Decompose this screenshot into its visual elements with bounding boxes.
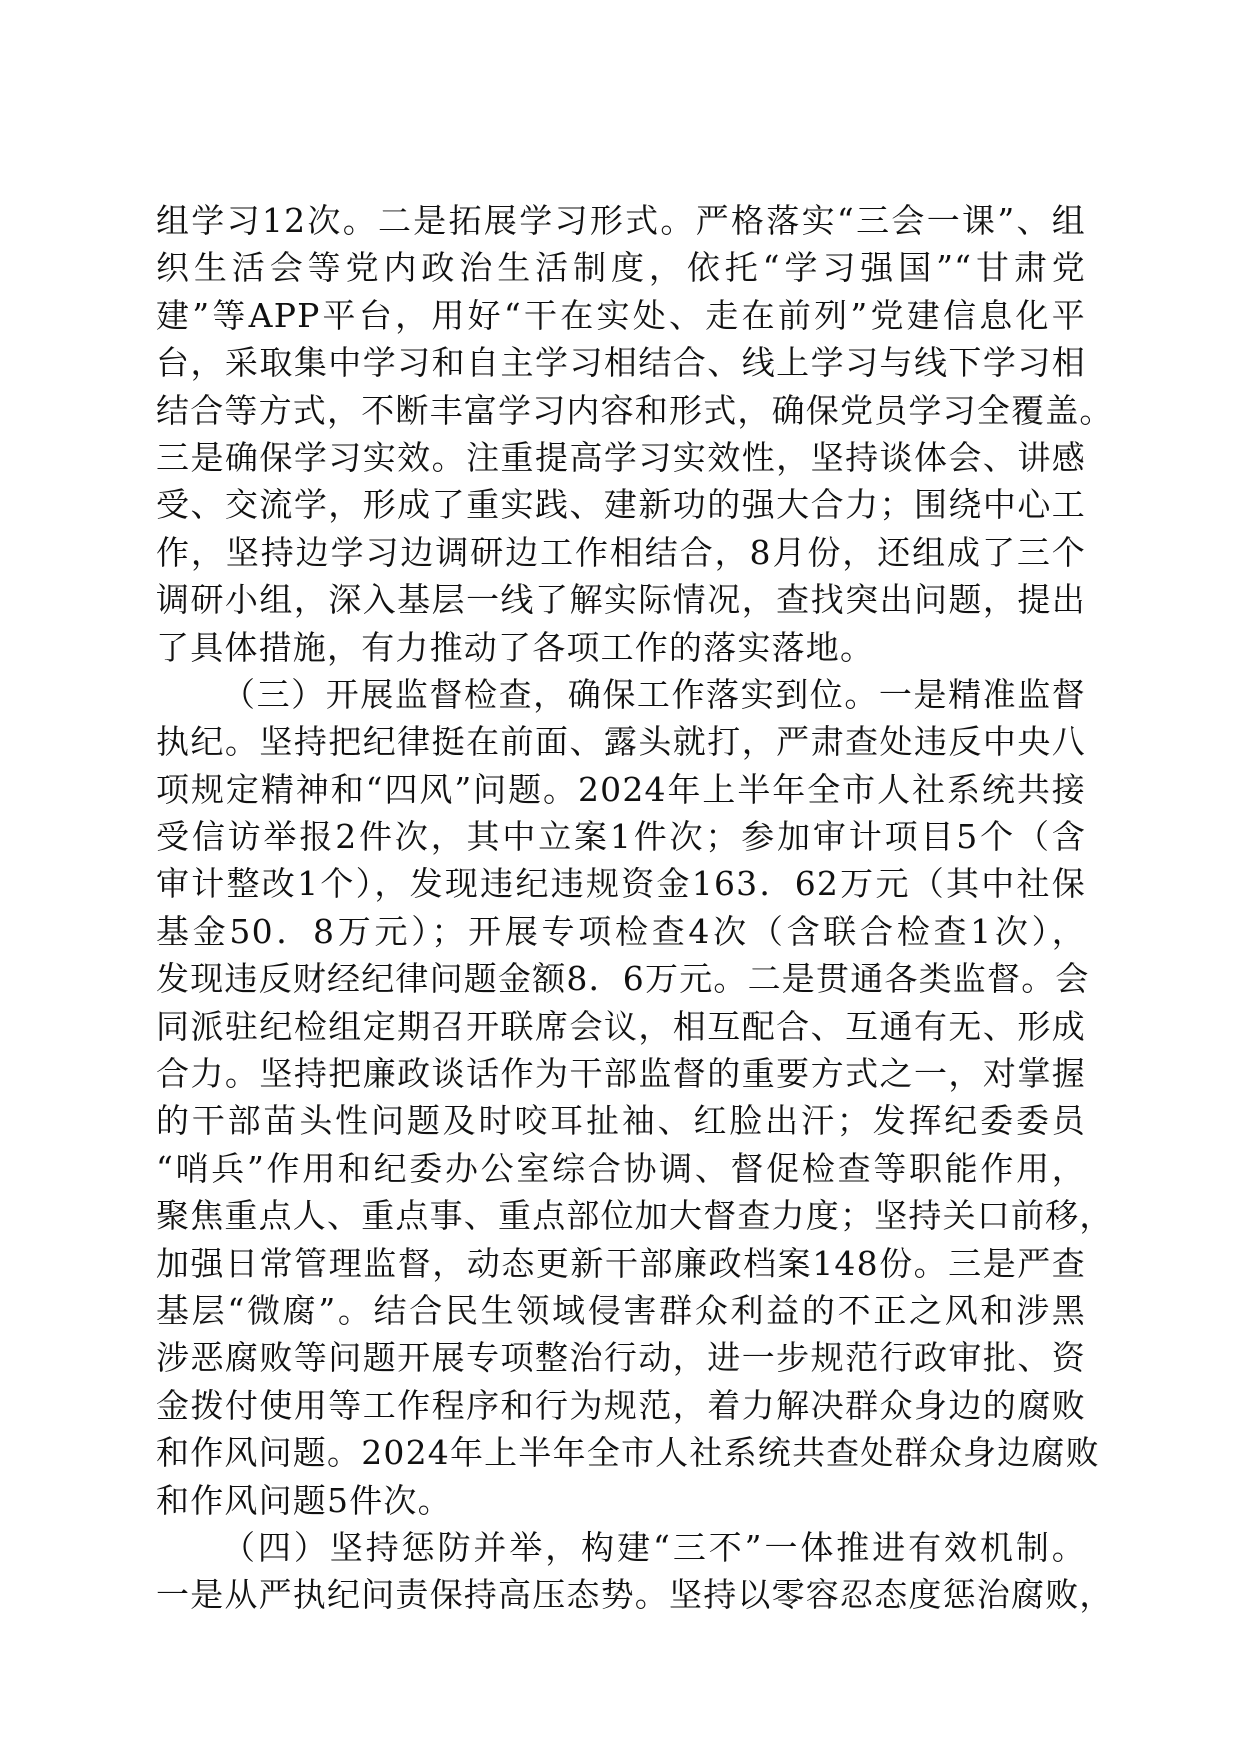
text-line: 项规定精神和“四风”问题。2024年上半年全市人社系统共接: [156, 769, 1086, 809]
text-line: 基金50．8万元）；开展专项检查4次（含联合检查1次），: [156, 911, 1086, 951]
text-line: 和作风问题5件次。: [156, 1480, 452, 1520]
text-line: 受、交流学，形成了重实践、建新功的强大合力；围绕中心工: [156, 485, 1086, 525]
text-line: 加强日常管理监督，动态更新干部廉政档案148份。三是严查: [156, 1243, 1086, 1283]
text-line: 执纪。坚持把纪律挺在前面、露头就打，严肃查处违反中央八: [156, 722, 1086, 762]
text-line: 同派驻纪检组定期召开联席会议，相互配合、互通有无、形成: [156, 1006, 1086, 1046]
text-line: 聚焦重点人、重点事、重点部位加大督查力度；坚持关口前移，: [156, 1196, 1114, 1236]
text-line: 审计整改1个），发现违纪违规资金163．62万元（其中社保: [156, 864, 1086, 904]
text-line: 台，采取集中学习和自主学习相结合、线上学习与线下学习相: [156, 343, 1086, 383]
body-text: [156, 197, 1114, 1619]
text-line: 的干部苗头性问题及时咬耳扯袖、红脸出汗；发挥纪委委员: [156, 1101, 1086, 1141]
text-line: 三是确保学习实效。注重提高学习实效性，坚持谈体会、讲感: [156, 437, 1086, 477]
text-line: 和作风问题。2024年上半年全市人社系统共查处群众身边腐败: [156, 1433, 1100, 1473]
text-line: 金拨付使用等工作程序和行为规范，着力解决群众身边的腐败: [156, 1385, 1086, 1425]
text-line: 一是从严执纪问责保持高压态势。坚持以零容忍态度惩治腐败，: [156, 1575, 1114, 1615]
text-line: 发现违反财经纪律问题金额8．6万元。二是贯通各类监督。会: [156, 959, 1090, 999]
text-line: 了具体措施，有力推动了各项工作的落实落地。: [156, 627, 875, 667]
text-line: 涉恶腐败等问题开展专项整治行动，进一步规范行政审批、资: [156, 1338, 1086, 1378]
text-line: “哨兵”作用和纪委办公室综合协调、督促检查等职能作用，: [156, 1148, 1086, 1188]
text-line: 基层“微腐”。结合民生领域侵害群众利益的不正之风和涉黑: [156, 1290, 1086, 1330]
text-line: 受信访举报2件次，其中立案1件次；参加审计项目5个（含: [156, 817, 1086, 857]
text-line: 作，坚持边学习边调研边工作相结合，8月份，还组成了三个: [156, 532, 1086, 572]
text-line: 组学习12次。二是拓展学习形式。严格落实“三会一课”、组: [156, 201, 1086, 240]
paragraph-heading-line: （三）开展监督检查，确保工作落实到位。一是精准监督: [222, 674, 1086, 714]
text-line: 织生活会等党内政治生活制度，依托“学习强国”“甘肃党: [156, 248, 1086, 288]
paragraph-heading-line: （四）坚持惩防并举，构建“三不”一体推进有效机制。: [222, 1527, 1086, 1567]
text-line: 调研小组，深入基层一线了解实际情况，查找突出问题，提出: [156, 580, 1086, 620]
text-line: 合力。坚持把廉政谈话作为干部监督的重要方式之一，对掌握: [156, 1054, 1086, 1094]
text-line: 结合等方式，不断丰富学习内容和形式，确保党员学习全覆盖。: [156, 390, 1114, 430]
text-line: 建”等APP平台，用好“干在实处、走在前列”党建信息化平: [156, 295, 1086, 335]
